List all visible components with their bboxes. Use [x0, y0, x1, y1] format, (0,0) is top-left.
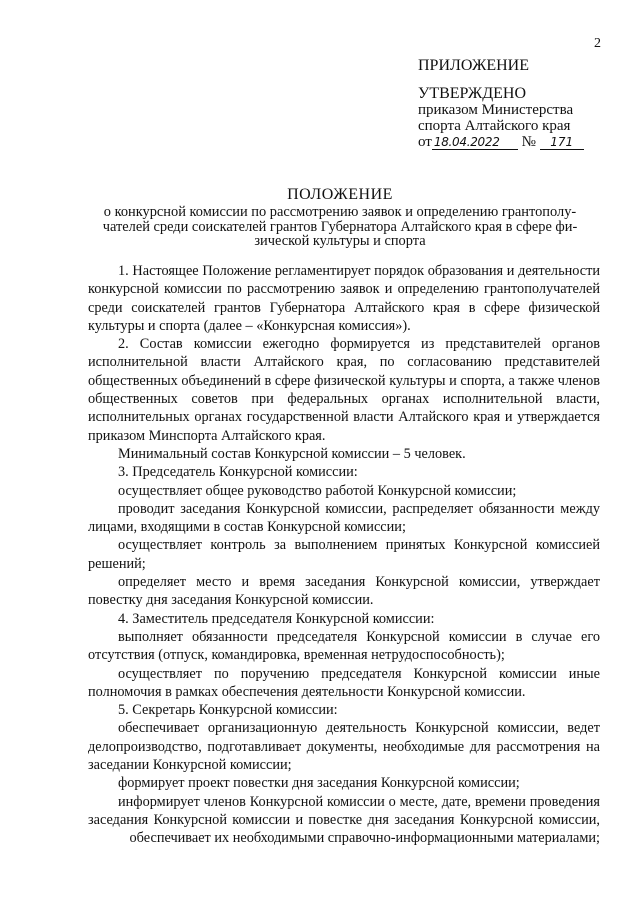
- handwritten-order-number: 171: [540, 135, 584, 150]
- document-title: ПОЛОЖЕНИЕ: [287, 186, 393, 203]
- approved-label: УТВЕРЖДЕНО: [418, 85, 527, 102]
- appendix-label: ПРИЛОЖЕНИЕ: [418, 57, 530, 74]
- paragraph: Минимальный состав Конкурсной комиссии – 5 человек.: [118, 445, 466, 462]
- approval-block: [418, 58, 584, 150]
- approved-by-line-1: приказом Министерства: [418, 102, 574, 118]
- paragraph: 2. Состав комиссии ежегодно формируется из представителей органов исполнительной власти Алтайского края, по согласованию представителей общественных объединений в сфере физической культуры и спорта, а также членов общественных советов при федеральных органах исполнительной власти, исполнительных органах государственной власти Алтайского края и утверждается приказом Минспорта Алтайского края.: [88, 336, 600, 444]
- paragraph: выполняет обязанности председателя Конкурсной комиссии в случае его отсутствия (отпуск, командировка, временная нетрудоспособность);: [88, 628, 600, 664]
- paragraph: осуществляет контроль за выполнением принятых Конкурсной комиссией решений;: [88, 537, 600, 572]
- paragraph: обеспечивает организационную деятельность Конкурсной комиссии, ведет делопроизводство, подготавливает документы, необходимые для рассмотрения на заседании Конкурсной комиссии;: [88, 720, 600, 774]
- order-date-number-line: [418, 134, 584, 150]
- subtitle-line: зической культуры и спорта: [254, 233, 426, 249]
- document-heading: [70, 186, 610, 249]
- handwritten-date: 18.04.2022: [432, 135, 518, 150]
- paragraph: информирует членов Конкурсной комиссии о месте, дате, времени проведения заседания Конкурсной комиссии и повестке дня заседания Конкурсной комиссии, обеспечивает их необходимыми справочно-информационными материалами;: [88, 793, 600, 847]
- paragraph: 5. Секретарь Конкурсной комиссии:: [118, 702, 338, 719]
- document-subtitle: [70, 205, 610, 249]
- subtitle-line: чателей среди соискателей грантов Губернатора Алтайского края в сфере фи-: [102, 218, 578, 235]
- paragraph: 3. Председатель Конкурсной комиссии:: [118, 464, 358, 481]
- page-number: 2: [594, 36, 601, 51]
- document-body: [88, 262, 600, 848]
- paragraph: осуществляет общее руководство работой Конкурсной комиссии;: [118, 482, 517, 499]
- approved-by-line-2: спорта Алтайского края: [418, 118, 571, 134]
- paragraph: осуществляет по поручению председателя Конкурсной комиссии иные полномочия в рамках обеспечения деятельности Конкурсной комиссии.: [88, 665, 600, 700]
- from-label: от: [418, 134, 432, 150]
- paragraph: определяет место и время заседания Конкурсной комиссии, утверждает повестку дня заседания Конкурсной комиссии.: [88, 574, 600, 609]
- paragraph: 4. Заместитель председателя Конкурсной комиссии:: [118, 610, 435, 627]
- subtitle-line: о конкурсной комиссии по рассмотрению заявок и определению грантополу-: [103, 204, 577, 220]
- paragraph: проводит заседания Конкурсной комиссии, распределяет обязанности между лицами, входящими в состав Конкурсной комиссии;: [88, 500, 600, 536]
- paragraph: 1. Настоящее Положение регламентирует порядок образования и деятельности конкурсной комиссии по рассмотрению заявок и определению грантополучателей среди соискателей грантов Губернатора Алтайского края в сфере физической культуры и спорта (далее – «Конкурсная комиссия»).: [88, 263, 600, 334]
- paragraph: формирует проект повестки дня заседания Конкурсной комиссии;: [118, 775, 520, 792]
- number-sign: №: [521, 134, 536, 150]
